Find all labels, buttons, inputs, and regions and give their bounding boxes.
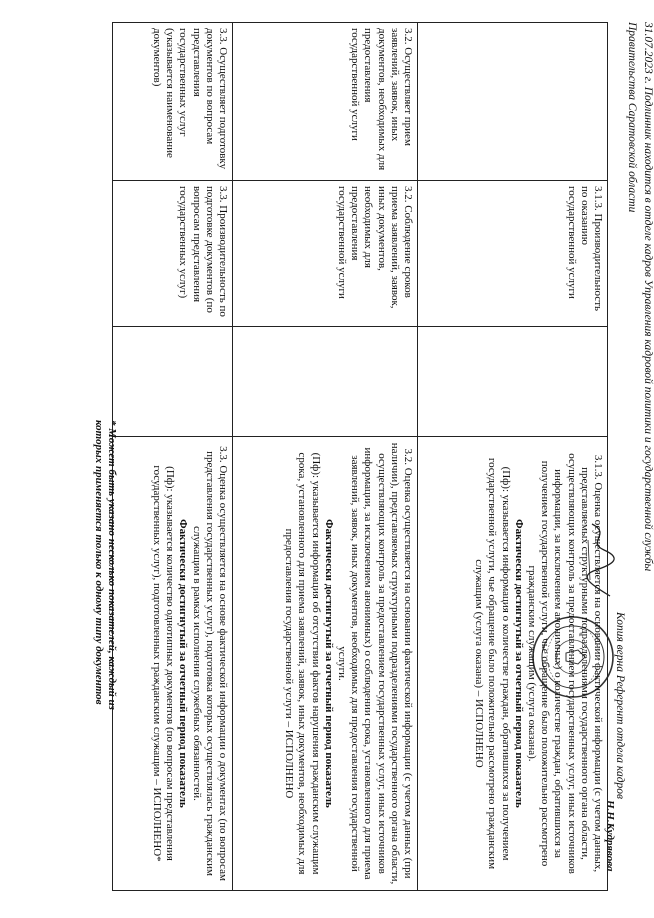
table-row [233,23,418,891]
table-row [113,23,233,891]
indicator-cell: 3.3. Производительность по подготовке документов (по вопросам представления государственных услуг) [113,181,233,327]
header-date-line: 31.07.2023 г. Подлинник находится в отделе кадров Управления кадровой политики и государственной службы [642,22,654,572]
assessment-bold-label: Фактически достигнутый за отчетный период показатель [322,519,335,808]
empty-cell [233,327,418,437]
assessment-cell [233,437,418,891]
assessment-text: 3.2. Оценка осуществляется на основании фактической информации (с учетом данных (при наличии), представляемых структурными подразделениями государственного органа области, осуществляющих контроль за предоставлением государственных услуг, иных источников информации, за исключением анонимных) о соблюдении срока, установленного для приема заявлений, заявок, иных документов, необходимых для предоставления государственной услуги. [336,442,414,885]
assessment-bold-label: Фактически достигнутый за отчетный период показатель [177,519,190,808]
assessment-text: 3.3. Оценка осуществляется на основе фактической информации о документах (по вопросам представления государственных услуг), подготовка которых осуществлялась гражданским служащим в рамках исполнения служебных обязанностей. [190,446,229,881]
empty-cell [418,327,608,437]
empty-cell [113,327,233,437]
duty-cell: 3.3. Осуществляет подготовку документов по вопросам представления государственных услуг (указывается наименование документов) [113,23,233,181]
duty-cell: 3.2. Осуществляет прием заявлений, заявок, иных документов, необходимых для предоставления государственной услуги [233,23,418,181]
header-org: Правительства Саратовской области [626,22,638,213]
performance-table [112,22,608,891]
assessment-cell [418,437,608,891]
assessment-cell [113,437,233,891]
table-row [418,23,608,891]
indicator-cell: 3.2. Соблюдение сроков приема заявлений, заявок, иных документов, необходимых для предоставления государственной услуги [233,181,418,327]
assessment-text: 3.1.3. Оценка осуществляется на основании фактической информации (с учетом данных, представляемых структурными подразделениями государственного органа области, осуществляющих контроль за предоставлением государственных услуг, иных источников информации, за исключением анонимных) о количестве граждан, обратившихся за получением государственной услуги, чье обращение было положительно рассмотрено гражданским служащим (услуга оказана). [526,453,604,874]
assessment-bold-label: Фактически достигнутый за отчетный период показатель [512,519,525,808]
signatory-name: Н.Н.Кудрявова [604,800,616,872]
assessment-result: (Пф): указывается количество однотипных документов (по вопросам представления государственных услуг), подготовленных гражданским служащим – ИСПОЛНЕНО* [151,465,177,862]
assessment-result: (Пф): указывается информация о количестве граждан, обратившихся за получением государственной услуги, чье обращение было положительно рассмотрено гражданским служащим (услуга оказана) – ИСПОЛНЕНО [473,457,512,870]
header-copy-line: Копия верна Референт отдела кадров [614,612,626,800]
assessment-result: (Пф): указывается информация об отсутствии фактов нарушения гражданским служащим срока, установленного для приема заявлений, заявок, иных документов, необходимых для предоставления государственной услуги – ИСПОЛНЕНО [283,452,322,875]
duty-cell [418,23,608,181]
indicator-cell: 3.1.3. Производительность по оказанию государственной услуги [418,181,608,327]
footnote: * Может быть указано несколько показателей, каждый из которых применяется только к одному типу документов [93,420,118,710]
